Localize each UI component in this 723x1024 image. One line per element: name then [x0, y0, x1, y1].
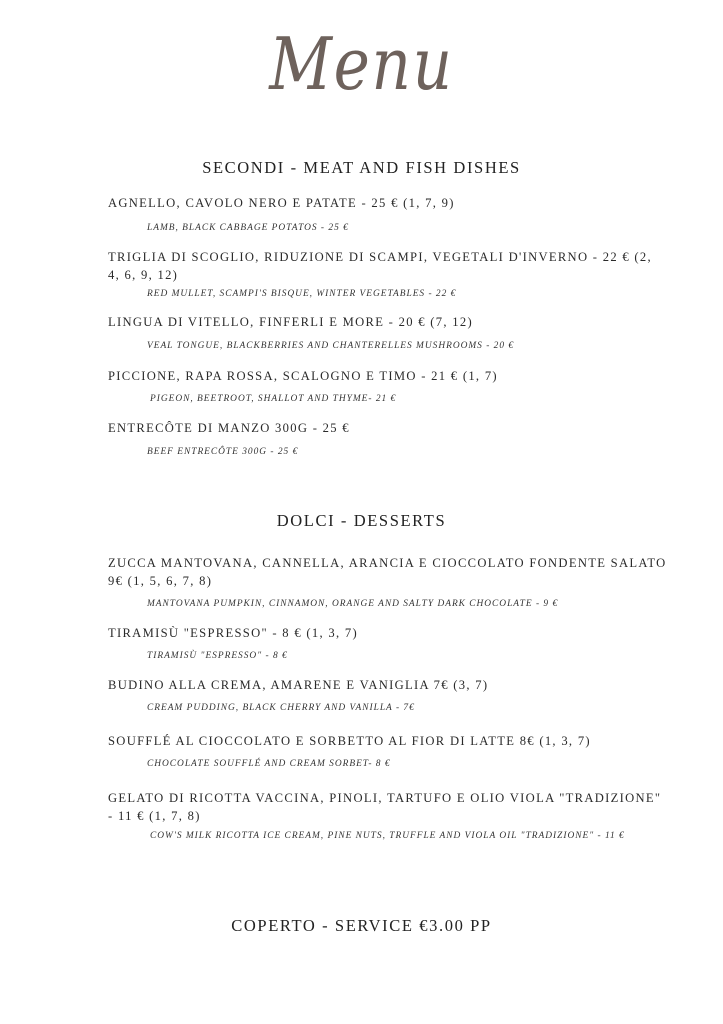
section-heading-secondi: SECONDI - MEAT AND FISH DISHES — [202, 158, 521, 177]
menu-item-translation: MANTOVANA PUMPKIN, CINNAMON, ORANGE AND SALTY DARK CHOCOLATE - 9 € — [147, 599, 559, 609]
menu-item: BUDINO ALLA CREMA, AMARENE E VANIGLIA 7€ (3, 7) — [108, 678, 489, 692]
menu-item: TIRAMISÙ "ESPRESSO" - 8 € (1, 3, 7) — [108, 626, 358, 640]
menu-item-translation: RED MULLET, SCAMPI'S BISQUE, WINTER VEGETABLES - 22 € — [147, 289, 457, 299]
menu-item: GELATO DI RICOTTA VACCINA, PINOLI, TARTUFO E OLIO VIOLA "TRADIZIONE" - 11 € (1, 7, 8) — [108, 791, 662, 823]
menu-item: SOUFFLÉ AL CIOCCOLATO E SORBETTO AL FIOR DI LATTE 8€ (1, 3, 7) — [108, 734, 591, 748]
menu-item-translation: COW'S MILK RICOTTA ICE CREAM, PINE NUTS, TRUFFLE AND VIOLA OIL "TRADIZIONE" - 11 € — [150, 831, 625, 841]
menu-title: Menu — [269, 22, 454, 106]
menu-item-translation: LAMB, BLACK CABBAGE POTATOS - 25 € — [147, 223, 349, 233]
section-heading-dolci: DOLCI - DESSERTS — [276, 511, 447, 530]
menu-item-translation: PIGEON, BEETROOT, SHALLOT AND THYME- 21 € — [150, 394, 397, 404]
menu-item: PICCIONE, RAPA ROSSA, SCALOGNO E TIMO - 21 € (1, 7) — [108, 369, 498, 383]
cover-charge: COPERTO - SERVICE €3.00 PP — [231, 916, 492, 935]
menu-item: ZUCCA MANTOVANA, CANNELLA, ARANCIA E CIOCCOLATO FONDENTE SALATO 9€ (1, 5, 6, 7, 8) — [108, 556, 667, 588]
menu-item-translation: TIRAMISÙ "ESPRESSO" - 8 € — [147, 651, 288, 661]
menu-item-translation: BEEF ENTRECÔTE 300G - 25 € — [147, 447, 299, 457]
menu-item: TRIGLIA DI SCOGLIO, RIDUZIONE DI SCAMPI, VEGETALI D'INVERNO - 22 € (2, 4, 6, 9, 12) — [108, 250, 652, 282]
menu-item-translation: CREAM PUDDING, BLACK CHERRY AND VANILLA - 7€ — [147, 703, 415, 713]
menu-item: ENTRECÔTE DI MANZO 300G - 25 € — [108, 421, 350, 435]
menu-item-translation: VEAL TONGUE, BLACKBERRIES AND CHANTERELLES MUSHROOMS - 20 € — [147, 341, 515, 351]
menu-item: LINGUA DI VITELLO, FINFERLI E MORE - 20 € (7, 12) — [108, 315, 473, 329]
menu-item-translation: CHOCOLATE SOUFFLÉ AND CREAM SORBET- 8 € — [147, 759, 391, 769]
menu-item: AGNELLO, CAVOLO NERO E PATATE - 25 € (1, 7, 9) — [108, 196, 455, 210]
